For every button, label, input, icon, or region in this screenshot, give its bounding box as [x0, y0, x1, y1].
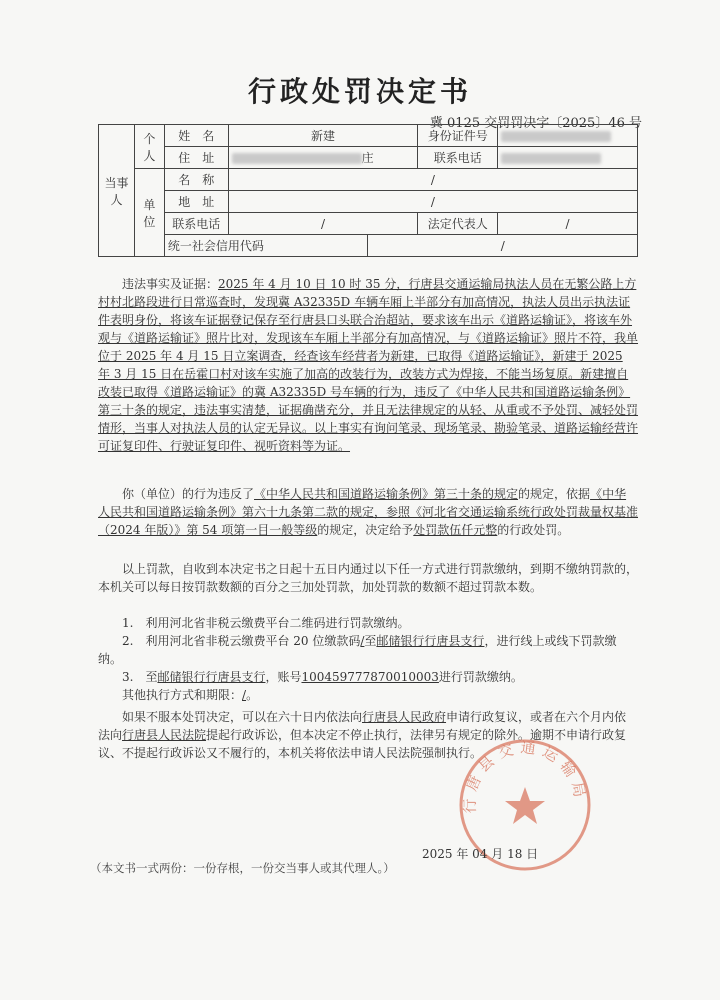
id-value-redacted: [498, 125, 638, 147]
credit-code-label: 统一社会信用代码: [164, 235, 368, 257]
issue-date: 2025 年 04 月 18 日: [422, 847, 539, 861]
facts-text: 2025 年 4 月 10 日 10 时 35 分，行唐县交通运输局执法人员在无繁公路上方村村北路段进行日常巡查时，发现冀 A32335D 车辆车厢上半部分有加高情况，执法人员出示执法证件表明身份，将该车证据登记保存至行唐县口头联合治超站，要求该车出示《道路运输证》，将该车外观与《道路运输证》照片比对，发现该车车厢上半部分有加高情况，与《道路运输证》照片不符，我单位于 2025 年 4 月 15 日立案调查，经查该车经营者为新建，已取得《道路运输证》，新建于 2025 年 3 月 15 日在岳霍口村对该车实施了加高的改装行为，改装方式为焊接，不能当场复原。新建擅自改装已取得《道路运输证》的冀 A32335D 号车辆的行为，违反了《中华人民共和国道路运输条例》第三十条的规定，违法事实清楚，证据确凿充分，并且无法律规定的从轻、从重或不予处罚、减轻处罚情形，当事人对执法人员的认定无异议。以上事实有询问笔录、现场笔录、勘验笔录、道路运输经营许可证复印件、行驶证复印件、视听资料等为证。: [98, 277, 639, 453]
address-label: 住 址: [164, 147, 228, 169]
legal-rep-label: 法定代表人: [418, 213, 498, 235]
violation-law: 《中华人民共和国道路运输条例》第三十条的规定: [254, 487, 519, 501]
address-value: [228, 147, 418, 169]
basis-suffix: 的行政处罚。: [497, 523, 570, 537]
document-title: 行政处罚决定书: [247, 75, 472, 108]
pay2-b: 至: [364, 634, 377, 648]
appeal-b: 申请行政复议，或者在六个月内依法向: [98, 710, 627, 742]
unit-address-label: 地 址: [164, 191, 228, 213]
basis-prefix: 依据: [566, 487, 591, 501]
basis-mid: 的规定，决定给予: [317, 523, 414, 537]
pay3-b: ，账号: [265, 670, 302, 684]
facts-paragraph: [98, 275, 638, 455]
seal-text: 行唐县交通运输局: [460, 738, 590, 814]
phone-label: 联系电话: [418, 147, 498, 169]
unit-phone-label: 联系电话: [164, 213, 228, 235]
unit-address-value: /: [228, 191, 637, 213]
payment-method-1: 1. 利用河北省非税云缴费平台二维码进行罚款缴纳。: [122, 616, 410, 630]
payment-method-3: [98, 668, 638, 686]
appeal-court: 行唐县人民法院: [122, 728, 207, 742]
violation-prefix: 你（单位）的行为违反了: [122, 487, 255, 501]
credit-code-value: /: [368, 235, 638, 257]
appeal-a: 如果不服本处罚决定，可以在六十日内依法向: [122, 710, 363, 724]
pay2-code: /: [360, 634, 365, 648]
address-tail: 庄: [361, 151, 374, 165]
legal-rep-value: /: [498, 213, 638, 235]
id-label: 身份证件号: [418, 125, 498, 147]
other-value: /: [242, 688, 247, 702]
appeal-gov: 行唐县人民政府: [362, 710, 447, 724]
violation-suffix: 的规定，: [518, 487, 567, 501]
other-method: [98, 686, 638, 704]
party-info-table: [98, 124, 638, 257]
pay3-a: 3. 至: [122, 670, 158, 684]
pay2-bank: 邮储银行行唐县支行: [376, 634, 485, 648]
other-b: 。: [246, 688, 259, 702]
document-number: 冀 0125 交罚罚决字〔2025〕46 号: [429, 116, 642, 131]
pay3-account: 100459777870010003: [301, 670, 439, 684]
pay2-c: ，进行线上或线下罚款缴纳。: [98, 634, 617, 666]
payment-method-2: [98, 632, 638, 668]
pay3-c: 进行罚款缴纳。: [438, 670, 523, 684]
unit-label: 单位: [134, 169, 164, 257]
name-label: 姓 名: [164, 125, 228, 147]
penalty-text: 处罚款伍仟元整: [413, 523, 498, 537]
pay2-a: 2. 利用河北省非税云缴费平台 20 位缴款码: [122, 634, 361, 648]
person-label: 个人: [134, 125, 164, 169]
basis-law: 《中华人民共和国道路运输条例》第六十九条第二款的规定，参照《河北省交通运输系统行政处罚裁量权基准（2024 年版）》第 54 项第一目一般等级: [98, 487, 639, 537]
unit-name-label: 名 称: [164, 169, 228, 191]
name-value: 新建: [228, 125, 418, 147]
facts-label: 违法事实及证据：: [122, 277, 219, 291]
payment-intro: 以上罚款，自收到本决定书之日起十五日内通过以下任一方式进行罚款缴纳，到期不缴纳罚款的，本机关可以每日按罚款数额的百分之三加处罚款，加处罚款的数额不超过罚款本数。: [98, 562, 639, 594]
other-a: 其他执行方式和期限：: [122, 688, 243, 702]
footer-note: （本文书一式两份：一份存根，一份交当事人或其代理人。）: [90, 861, 395, 875]
phone-value-redacted: [498, 147, 638, 169]
unit-name-value: /: [228, 169, 637, 191]
unit-phone-value: /: [228, 213, 418, 235]
pay3-bank: 邮储银行行唐县支行: [157, 670, 266, 684]
appeal-c: 提起行政诉讼，但本决定不停止执行，法律另有规定的除外。逾期不申请行政复议、不提起行政诉讼又不履行的，本机关将依法申请人民法院强制执行。: [98, 728, 627, 760]
violation-paragraph: [98, 485, 638, 539]
party-section-label: 当事人: [99, 125, 135, 257]
